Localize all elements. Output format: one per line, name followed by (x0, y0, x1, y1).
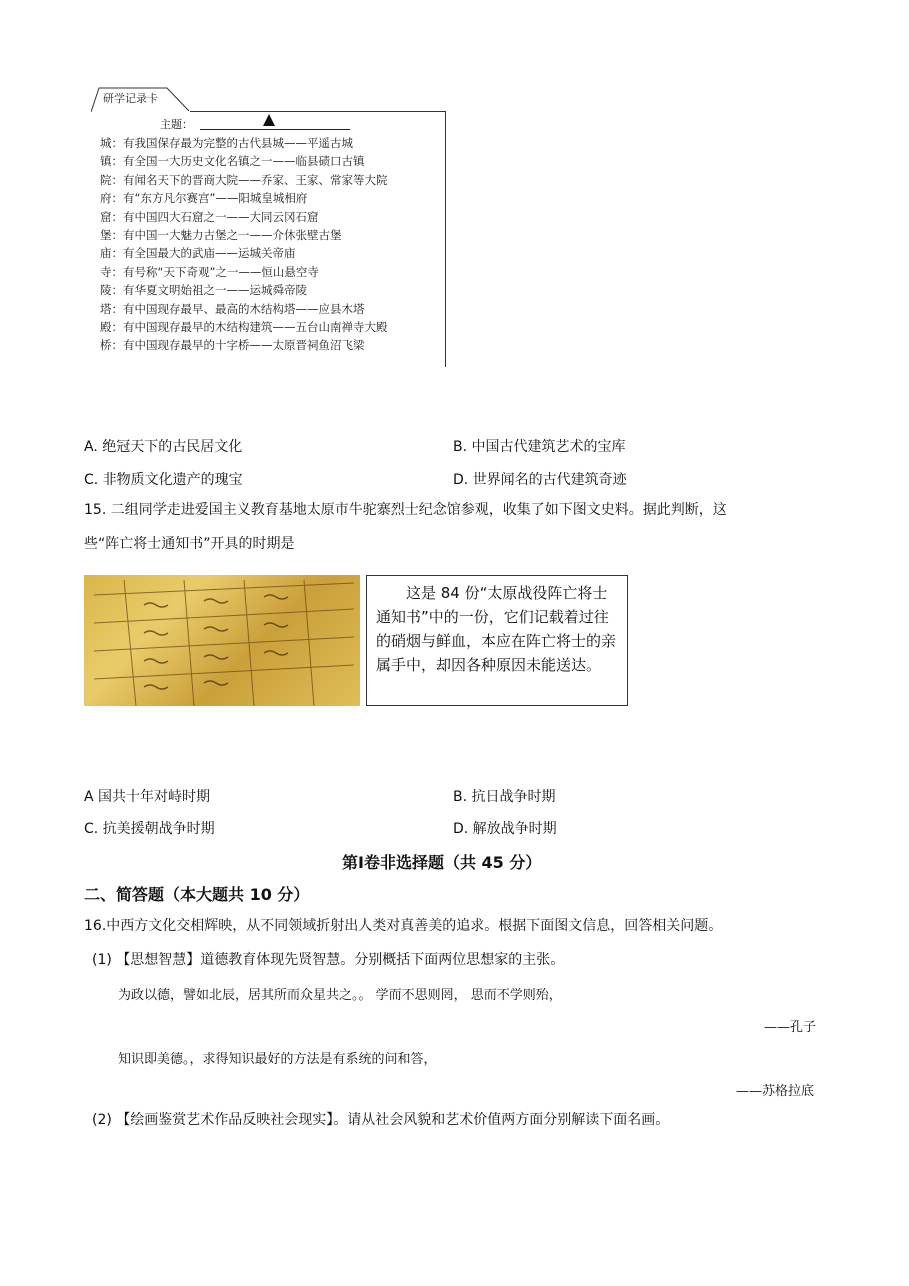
q15-stem-line1: 15. 二组同学走进爱国主义教育基地太原市牛驼寨烈士纪念馆参观，收集了如下图文史料。据此判断，这 (84, 502, 727, 518)
card-line: 塔：有中国现存最早、最高的木结构塔——应县木塔 (100, 301, 365, 316)
photo-caption: 这是 84 份“太原战役阵亡将士通知书”中的一份，它们记载着过往的硝烟与鲜血，本应在阵亡将士的亲属手中，却因各种原因未能送达。 (376, 584, 617, 674)
q16-sub1: (1) 【思想智慧】道德教育体现先贤智慧。分别概括下面两位思想家的主张。 (92, 952, 565, 968)
card-line: 院：有闻名天下的晋商大院——乔家、王家、常家等大院 (100, 172, 388, 187)
card-topic-blank (200, 129, 350, 130)
q14-option-c[interactable]: C. 非物质文化遗产的瑰宝 (84, 472, 243, 488)
card-line: 府：有“东方凡尔赛宫”——阳城皇城相府 (100, 191, 308, 206)
death-notice-photo (84, 575, 360, 706)
section-title: 二、简答题（本大题共 10 分） (84, 885, 310, 904)
card-line: 陵：有华夏文明始祖之一——运城舜帝陵 (100, 283, 307, 298)
q15-option-c[interactable]: C. 抗美援朝战争时期 (84, 821, 215, 837)
triangle-marker-icon (263, 114, 275, 126)
q15-stem-line2: 些“阵亡将士通知书”开具的时期是 (84, 536, 295, 552)
card-line: 镇：有全国一大历史文化名镇之一——临县碛口古镇 (100, 154, 365, 169)
card-tab-label: 研学记录卡 (103, 92, 158, 105)
socrates-attribution: ——苏格拉底 (736, 1084, 815, 1099)
card-line: 寺：有号称“天下奇观”之一——恒山悬空寺 (100, 264, 319, 279)
card-line: 窟：有中国四大石窟之一——大同云冈石窟 (100, 209, 319, 224)
q14-option-d[interactable]: D. 世界闻名的古代建筑奇迹 (453, 472, 627, 488)
q15-option-b[interactable]: B. 抗日战争时期 (453, 789, 556, 805)
card-line: 堡：有中国一大魅力古堡之一——介休张壁古堡 (100, 228, 342, 243)
q15-option-a[interactable]: A 国共十年对峙时期 (84, 789, 211, 805)
card-topic-label: 主题： (160, 118, 193, 131)
card-line: 城：有我国保存最为完整的古代县城——平遥古城 (100, 136, 353, 150)
socrates-quote: 知识即美德。，求得知识最好的方法是有系统的问和答， (118, 1052, 437, 1067)
card-line: 桥：有中国现存最早的十字桥——太原晋祠鱼沼飞梁 (100, 338, 365, 353)
confucius-quote: 为政以德，譬如北辰，居其所而众星共之。。 学而不思则罔， 思而不学则殆， (118, 988, 562, 1003)
q15-option-d[interactable]: D. 解放战争时期 (453, 821, 557, 837)
q14-option-a[interactable]: A. 绝冠天下的古民居文化 (84, 439, 243, 455)
q16-sub2: (2) 【绘画鉴赏艺术作品反映社会现实】。请从社会风貌和艺术价值两方面分别解读下面名画。 (92, 1112, 670, 1128)
card-line: 庙：有全国最大的武庙——运城关帝庙 (100, 246, 296, 261)
card-content (100, 134, 388, 355)
q14-option-b[interactable]: B. 中国古代建筑艺术的宝库 (453, 439, 626, 455)
card-line: 殿：有中国现存最早的木结构建筑——五台山南禅寺大殿 (100, 320, 388, 335)
q16-stem: 16.中西方文化交相辉映，从不同领域折射出人类对真善美的追求。根据下面图文信息，回答相关问题。 (84, 918, 723, 934)
confucius-attribution: ——孔子 (764, 1020, 817, 1035)
volume-title: 第Ⅰ卷非选择题（共 45 分） (342, 853, 542, 872)
